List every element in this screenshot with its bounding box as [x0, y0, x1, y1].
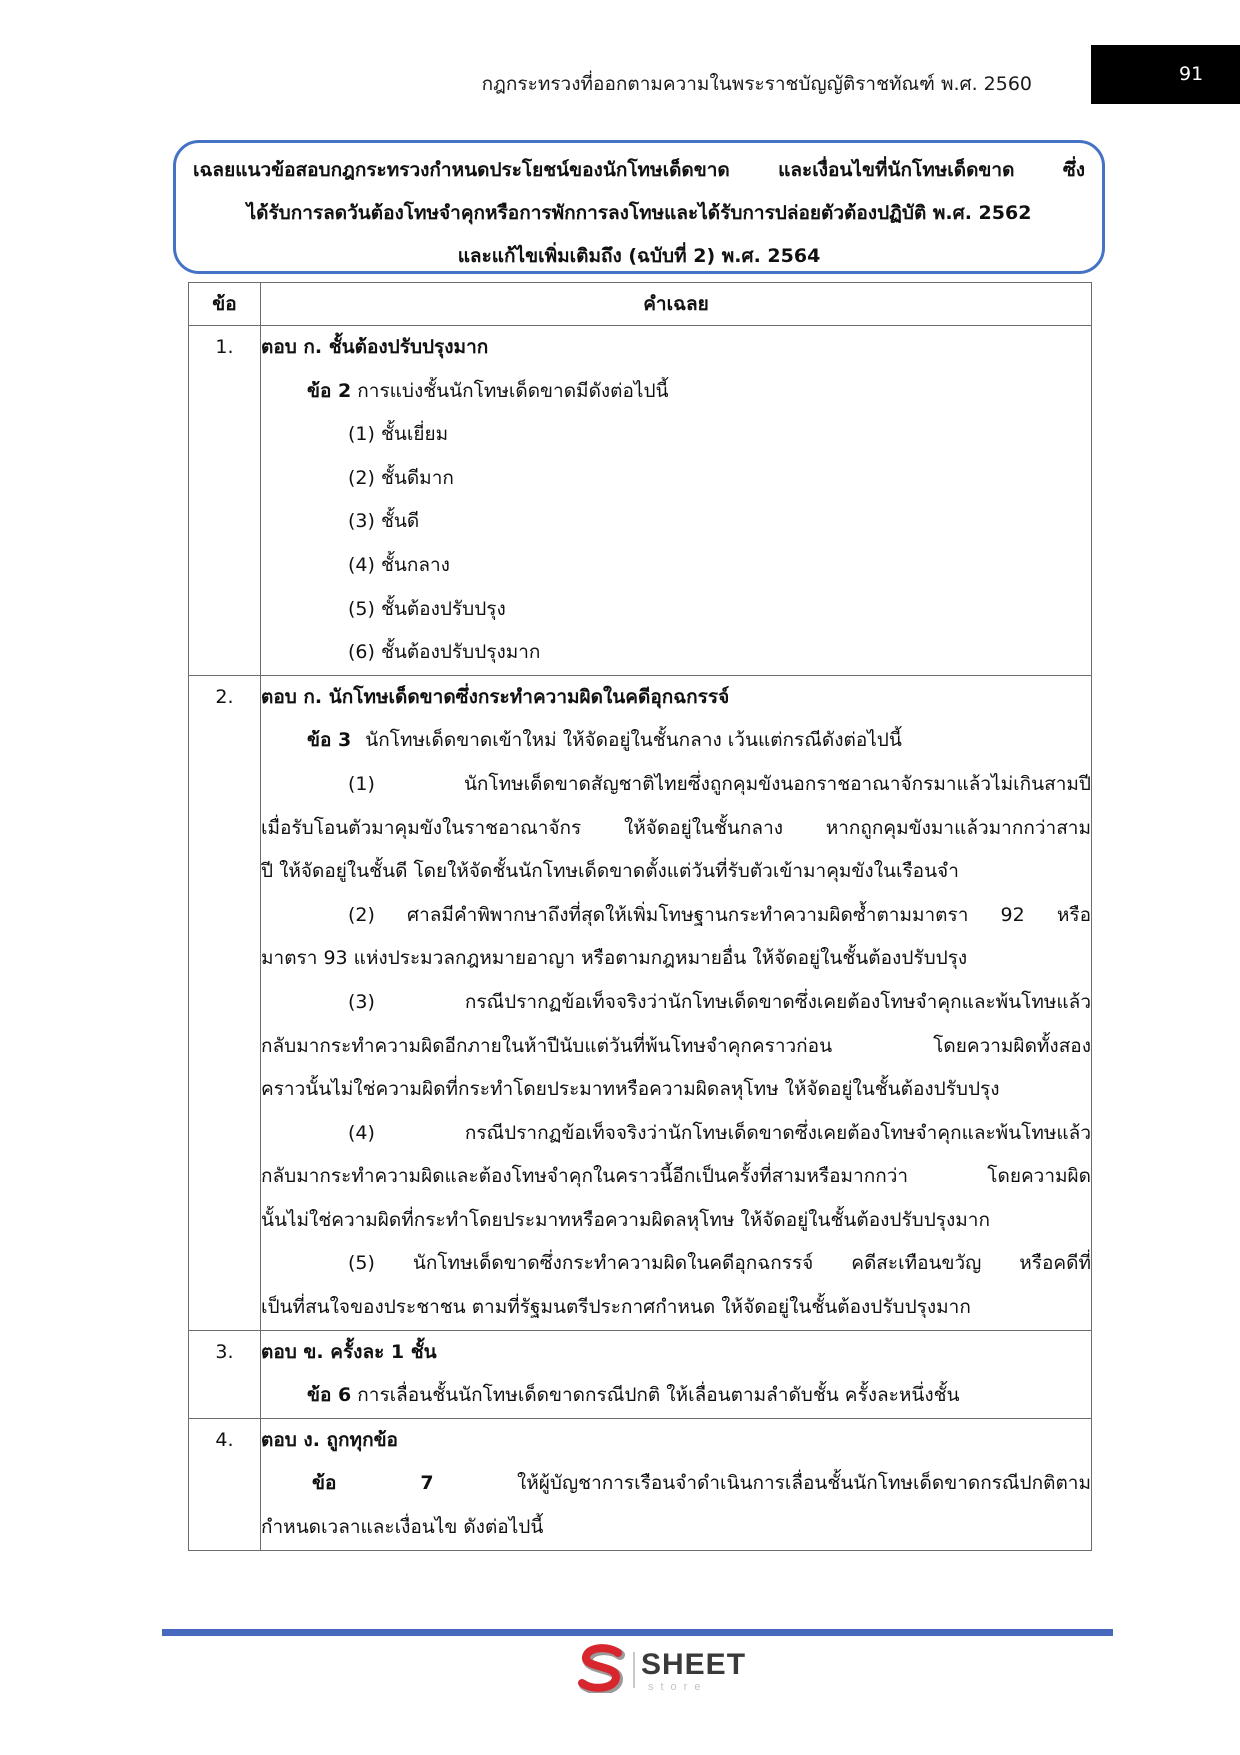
clause-label: ข้อ 6 [307, 1384, 352, 1407]
clause-label: ข้อ 3 [307, 729, 352, 752]
title-line: ได้รับการลดวันต้องโทษจำคุกหรือการพักการลงโทษและได้รับการปล่อยตัวต้องปฏิบัติ พ.ศ. 2562 [246, 202, 1032, 224]
table-header-row [189, 283, 1092, 326]
answer-cell [261, 326, 1092, 676]
row-number: 3. [189, 1330, 261, 1418]
clause-line [261, 1462, 1091, 1506]
answer-line: ตอบ ง. ถูกทุกข้อ [261, 1428, 398, 1451]
clause-text: การเลื่อนชั้นนักโทษเด็ดขาดกรณีปกติ ให้เลื่อนตามลำดับชั้น ครั้งละหนึ่งชั้น [357, 1384, 960, 1407]
paragraph-line: (3) กรณีปรากฏข้อเท็จจริงว่านักโทษเด็ดขาดซึ่งเคยต้องโทษจำคุกและพ้นโทษแล้ว [348, 990, 1091, 1013]
row-number: 1. [189, 326, 261, 676]
paragraph-line: ปี ให้จัดอยู่ในชั้นดี โดยให้จัดชั้นนักโทษเด็ดขาดตั้งแต่วันที่รับตัวเข้ามาคุมขังในเรือนจำ [261, 860, 959, 883]
answer-table [188, 282, 1092, 1551]
paragraph-line: (2) ศาลมีคำพิพากษาถึงที่สุดให้เพิ่มโทษฐานกระทำความผิดซ้ำตามมาตรา 92 หรือ [348, 903, 1091, 926]
paragraph-line: คราวนั้นไม่ใช่ความผิดที่กระทำโดยประมาทหรือความผิดลหุโทษ ให้จัดอยู่ในชั้นต้องปรับปรุง [261, 1078, 1000, 1101]
list-item: (4) ชั้นกลาง [348, 553, 450, 576]
paragraph-line: นั้นไม่ใช่ความผิดที่กระทำโดยประมาทหรือความผิดลหุโทษ ให้จัดอยู่ในชั้นต้องปรับปรุงมาก [261, 1208, 990, 1231]
list-item: (2) ชั้นดีมาก [348, 466, 454, 489]
list-item: (6) ชั้นต้องปรับปรุงมาก [348, 641, 541, 664]
footer-rule [162, 1629, 1113, 1636]
table-row [189, 675, 1092, 1330]
logo-text: SHEET [641, 1648, 747, 1681]
sheet-store-logo-icon [574, 1643, 630, 1693]
row-number: 4. [189, 1418, 261, 1550]
paragraph-line: กำหนดเวลาและเงื่อนไข ดังต่อไปนี้ [261, 1516, 544, 1539]
logo-subtext: store [648, 1681, 708, 1693]
paragraph-line: เป็นที่สนใจของประชาชน ตามที่รัฐมนตรีประกาศกำหนด ให้จัดอยู่ในชั้นต้องปรับปรุงมาก [261, 1296, 971, 1319]
clause-text: การแบ่งชั้นนักโทษเด็ดขาดมีดังต่อไปนี้ [357, 379, 669, 402]
row-number: 2. [189, 675, 261, 1330]
table-row [189, 326, 1092, 676]
clause-label: ข้อ 2 [307, 379, 352, 402]
answer-cell [261, 1330, 1092, 1418]
answer-line: ตอบ ข. ครั้งละ 1 ชั้น [261, 1340, 437, 1363]
paragraph-line: กลับมากระทำความผิดและต้องโทษจำคุกในคราวนี้อีกเป็นครั้งที่สามหรือมากกว่า โดยความผิด [261, 1165, 1091, 1188]
paragraph-line: เมื่อรับโอนตัวมาคุมขังในราชอาณาจักร ให้จัดอยู่ในชั้นกลาง หากถูกคุมขังมาแล้วมากกว่าสาม [261, 816, 1091, 839]
page-header-title: กฎกระทรวงที่ออกตามความในพระราชบัญญัติราชทัณฑ์ พ.ศ. 2560 [481, 73, 1032, 95]
paragraph-line: กลับมากระทำความผิดอีกภายในห้าปีนับแต่วันที่พ้นโทษจำคุกคราวก่อน โดยความผิดทั้งสอง [261, 1034, 1091, 1057]
paragraph-line: (5) นักโทษเด็ดขาดซึ่งกระทำความผิดในคดีอุกฉกรรจ์ คดีสะเทือนขวัญ หรือคดีที่ [348, 1252, 1091, 1275]
table-row [189, 1418, 1092, 1550]
clause-line [261, 1374, 1091, 1418]
clause-line [261, 719, 1091, 763]
logo-divider [633, 1652, 635, 1688]
answer-cell [261, 1418, 1092, 1550]
title-line: เฉลยแนวข้อสอบกฎกระทรวงกำหนดประโยชน์ของนักโทษเด็ดขาด และเงื่อนไขที่นักโทษเด็ดขาด ซึ่ง [193, 159, 1085, 181]
paragraph-line: (1) นักโทษเด็ดขาดสัญชาติไทยซึ่งถูกคุมขังนอกราชอาณาจักรมาแล้วไม่เกินสามปี [348, 772, 1091, 795]
answer-line: ตอบ ก. นักโทษเด็ดขาดซึ่งกระทำความผิดในคดีอุกฉกรรจ์ [261, 685, 730, 708]
clause-line [261, 370, 1091, 414]
table-header-answer: คำเฉลย [261, 283, 1092, 326]
clause-label: ข้อ 7 [312, 1472, 434, 1495]
answer-line: ตอบ ก. ชั้นต้องปรับปรุงมาก [261, 336, 489, 358]
paragraph-line: (4) กรณีปรากฏข้อเท็จจริงว่านักโทษเด็ดขาดซึ่งเคยต้องโทษจำคุกและพ้นโทษแล้ว [348, 1121, 1091, 1144]
list-item: (3) ชั้นดี [348, 510, 420, 533]
table-row [189, 1330, 1092, 1418]
clause-text: นักโทษเด็ดขาดเข้าใหม่ ให้จัดอยู่ในชั้นกลาง เว้นแต่กรณีดังต่อไปนี้ [365, 729, 902, 752]
list-item: (5) ชั้นต้องปรับปรุง [348, 597, 506, 620]
paragraph-line: มาตรา 93 แห่งประมวลกฎหมายอาญา หรือตามกฎหมายอื่น ให้จัดอยู่ในชั้นต้องปรับปรุง [261, 947, 968, 970]
table-header-number: ข้อ [189, 283, 261, 326]
list-item: (1) ชั้นเยี่ยม [348, 423, 449, 446]
page-number: 91 [1091, 45, 1240, 104]
answer-cell [261, 675, 1092, 1330]
title-box [173, 140, 1105, 274]
title-line: และแก้ไขเพิ่มเติมถึง (ฉบับที่ 2) พ.ศ. 2564 [457, 245, 821, 267]
clause-text: ให้ผู้บัญชาการเรือนจำดำเนินการเลื่อนชั้นนักโทษเด็ดขาดกรณีปกติตาม [517, 1472, 1091, 1495]
